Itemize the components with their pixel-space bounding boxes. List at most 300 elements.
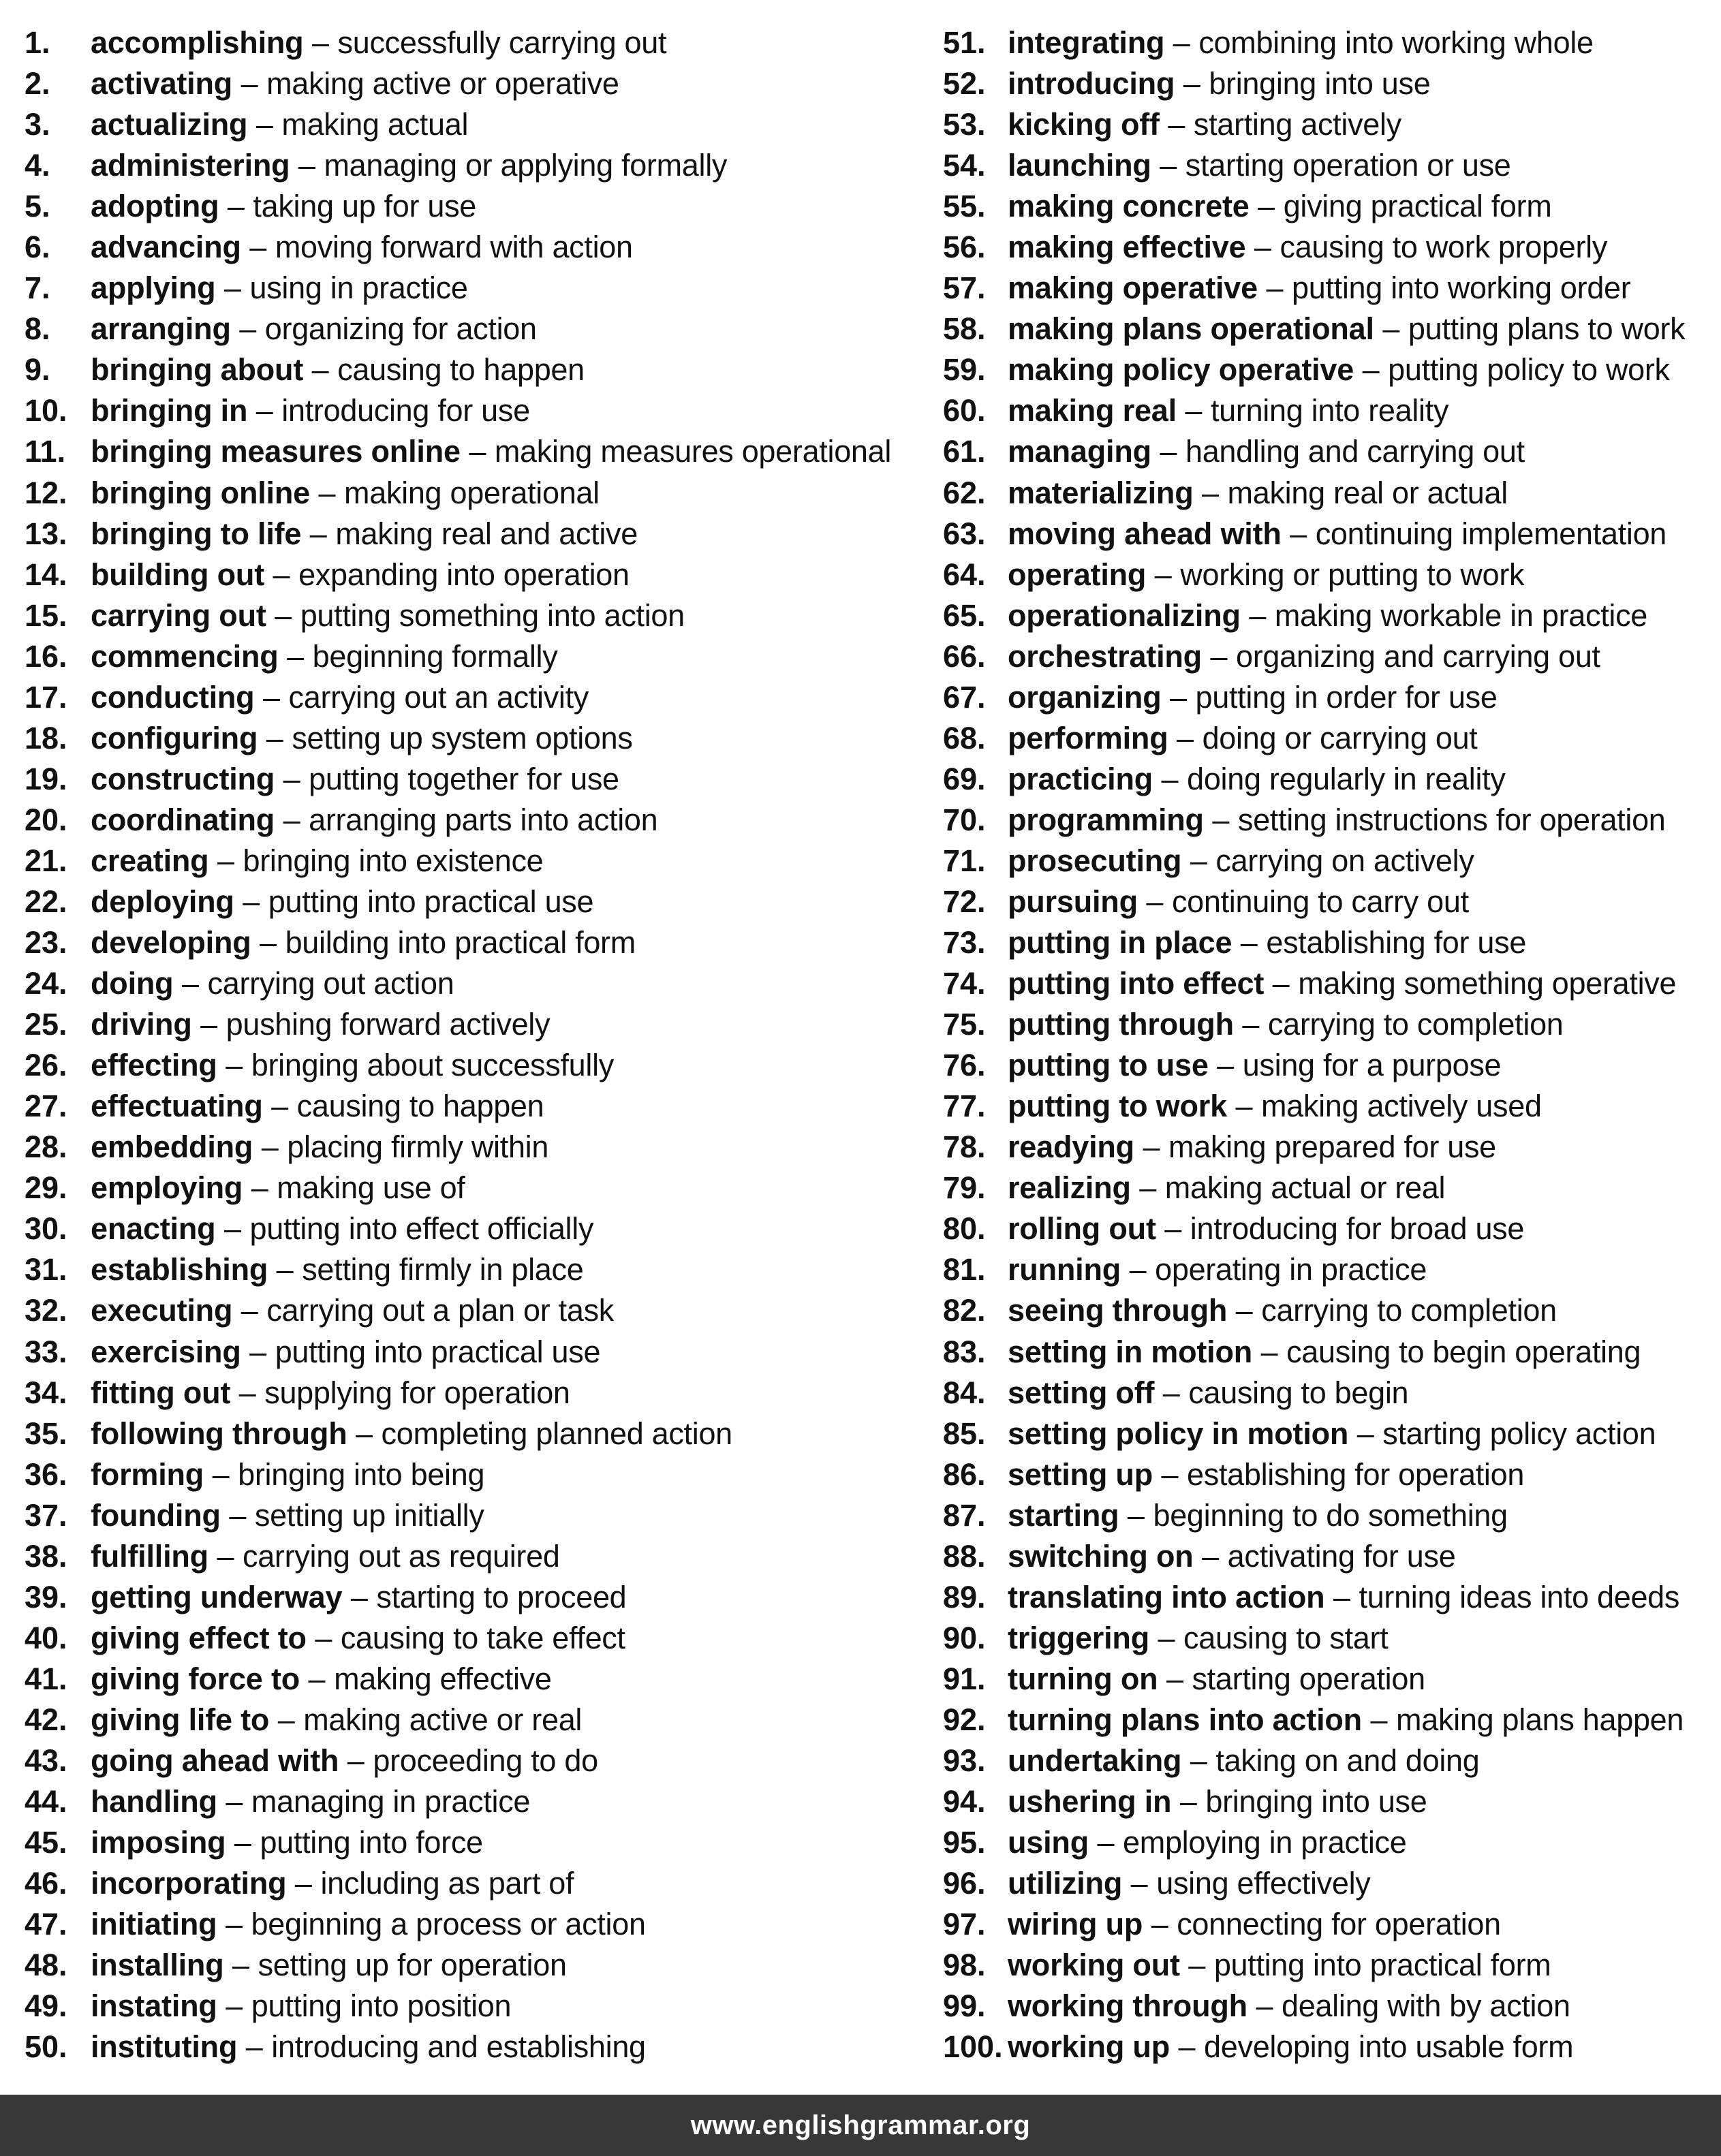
item-term: launching (1008, 148, 1151, 183)
item-definition: setting up initially (254, 1497, 484, 1533)
item-number: 72. (943, 884, 986, 919)
item-number: 94. (943, 1784, 986, 1819)
list-item (25, 1659, 931, 1700)
list-item (943, 1986, 1713, 2027)
item-number: 88. (943, 1538, 986, 1574)
item-number: 30. (25, 1211, 67, 1247)
item-term: exercising (91, 1334, 241, 1369)
item-number: 78. (943, 1129, 986, 1165)
item-term: setting off (1008, 1375, 1155, 1410)
item-term: wiring up (1008, 1907, 1143, 1942)
item-separator: – (1193, 1538, 1228, 1574)
item-separator: – (1161, 679, 1196, 715)
item-number: 31. (25, 1252, 67, 1287)
list-item (25, 431, 931, 472)
item-text (1008, 922, 1526, 963)
item-number: 92. (943, 1702, 986, 1737)
item-text (1008, 1618, 1388, 1659)
item-text (1008, 1208, 1524, 1249)
item-definition: making use of (277, 1170, 465, 1206)
item-definition: doing regularly in reality (1187, 761, 1506, 796)
item-term: turning plans into action (1008, 1702, 1362, 1737)
item-term: running (1008, 1252, 1121, 1287)
item-separator: – (215, 270, 250, 306)
item-text (91, 227, 633, 268)
item-separator: – (1156, 1211, 1190, 1247)
item-definition: making active or operative (266, 66, 619, 101)
item-definition: operating in practice (1155, 1252, 1427, 1287)
item-definition: turning into reality (1210, 393, 1449, 428)
item-term: embedding (91, 1129, 253, 1165)
list-item (25, 881, 931, 922)
item-term: accomplishing (91, 25, 304, 60)
item-term: starting (1008, 1497, 1119, 1533)
item-term: kicking off (1008, 107, 1160, 142)
item-separator: – (460, 434, 495, 469)
list-item (25, 186, 931, 227)
item-number: 85. (943, 1416, 986, 1451)
item-term: deploying (91, 884, 234, 919)
item-separator: – (278, 638, 313, 674)
item-separator: – (306, 1620, 341, 1655)
item-definition: setting instructions for operation (1237, 802, 1666, 837)
item-separator: – (1158, 1661, 1192, 1696)
list-item (943, 186, 1713, 227)
list-item (25, 1986, 931, 2027)
item-text (1008, 595, 1647, 636)
item-separator: – (1170, 2029, 1205, 2065)
item-term: employing (91, 1170, 243, 1206)
item-separator: – (1227, 1293, 1262, 1328)
item-number: 3. (25, 107, 50, 142)
item-separator: – (1152, 1456, 1188, 1492)
item-number: 2. (25, 66, 50, 101)
item-number: 63. (943, 516, 986, 551)
item-number: 40. (25, 1620, 67, 1655)
item-term: going ahead with (91, 1743, 339, 1778)
item-text (91, 1700, 582, 1740)
item-number: 65. (943, 597, 986, 633)
item-separator: – (1374, 311, 1408, 347)
item-text (91, 1045, 614, 1086)
item-text (91, 1659, 552, 1700)
list-item (25, 268, 931, 309)
item-text (1008, 390, 1448, 431)
list-item (25, 473, 931, 514)
item-separator: – (253, 1129, 288, 1165)
item-term: effectuating (91, 1089, 263, 1124)
item-text (1008, 227, 1607, 268)
item-number: 82. (943, 1293, 986, 1328)
item-text (1008, 473, 1508, 514)
item-text (91, 759, 619, 800)
item-definition: proceeding to do (373, 1743, 598, 1778)
item-definition: managing or applying formally (324, 148, 728, 183)
item-number: 18. (25, 720, 67, 755)
list-item (25, 349, 931, 390)
list-item (25, 922, 931, 963)
item-text (91, 922, 636, 963)
item-term: executing (91, 1293, 233, 1328)
item-text (1008, 1086, 1542, 1127)
item-number: 57. (943, 270, 986, 306)
item-text (1008, 1290, 1557, 1331)
item-number: 5. (25, 189, 50, 224)
item-separator: – (1175, 66, 1209, 101)
item-separator: – (258, 720, 292, 755)
item-text (91, 881, 593, 922)
list-item (943, 595, 1713, 636)
item-term: making concrete (1008, 189, 1250, 224)
item-number: 10. (25, 393, 67, 428)
item-definition: establishing for use (1266, 925, 1527, 960)
item-separator: – (1226, 1089, 1261, 1124)
list-item (943, 1086, 1713, 1127)
list-item (943, 1904, 1713, 1945)
item-definition: beginning formally (312, 638, 558, 674)
item-term: putting into effect (1008, 966, 1265, 1001)
item-number: 49. (25, 1988, 67, 2024)
item-definition: putting together for use (309, 761, 619, 796)
item-separator: – (347, 1416, 382, 1451)
item-definition: causing to happen (337, 352, 585, 388)
item-text (1008, 881, 1469, 922)
item-number: 80. (943, 1211, 986, 1247)
item-definition: causing to start (1183, 1620, 1389, 1655)
item-term: ushering in (1008, 1784, 1172, 1819)
item-definition: establishing for operation (1187, 1456, 1525, 1492)
item-definition: completing planned action (381, 1416, 732, 1451)
item-term: integrating (1008, 25, 1165, 60)
list-item (943, 636, 1713, 677)
item-term: applying (91, 270, 216, 306)
item-text (91, 1249, 583, 1290)
item-separator: – (1201, 638, 1237, 674)
item-text (91, 104, 468, 145)
item-term: developing (91, 925, 251, 960)
item-definition: bringing into use (1205, 1784, 1427, 1819)
item-definition: using effectively (1156, 1866, 1371, 1901)
item-text (1008, 22, 1594, 63)
item-term: materializing (1008, 475, 1194, 510)
item-definition: introducing and establishing (271, 2029, 646, 2065)
item-term: constructing (91, 761, 275, 796)
item-text (91, 963, 454, 1004)
item-definition: putting into position (251, 1988, 512, 2024)
list-item (25, 1168, 931, 1208)
list-item (25, 841, 931, 881)
item-definition: starting policy action (1382, 1416, 1656, 1451)
item-separator: – (251, 925, 285, 960)
item-separator: – (342, 1579, 377, 1614)
item-definition: taking up for use (253, 189, 477, 224)
item-definition: developing into usable form (1204, 2029, 1574, 2065)
item-text (1008, 1413, 1656, 1454)
list-item (25, 390, 931, 431)
item-term: doing (91, 966, 174, 1001)
item-text (91, 390, 530, 431)
item-definition: putting into practical use (268, 884, 594, 919)
item-term: switching on (1008, 1538, 1194, 1574)
item-definition: starting to proceed (376, 1579, 627, 1614)
list-item (943, 1373, 1713, 1413)
item-term: working up (1008, 2029, 1170, 2065)
item-number: 34. (25, 1375, 67, 1410)
item-definition: carrying to completion (1261, 1293, 1557, 1328)
item-term: performing (1008, 720, 1168, 755)
item-separator: – (268, 1252, 303, 1287)
list-item (943, 431, 1713, 472)
item-text (91, 473, 600, 514)
item-separator: – (230, 311, 265, 347)
item-number: 45. (25, 1825, 67, 1860)
list-item (25, 718, 931, 759)
list-item (943, 677, 1713, 718)
list-item (25, 1290, 931, 1331)
item-number: 79. (943, 1170, 986, 1206)
item-separator: – (1203, 802, 1238, 837)
item-term: managing (1008, 434, 1151, 469)
list-item (943, 1004, 1713, 1045)
item-definition: continuing to carry out (1171, 884, 1469, 919)
item-definition: including as part of (320, 1866, 574, 1901)
item-term: realizing (1008, 1170, 1131, 1206)
item-definition: putting policy to work (1388, 352, 1670, 388)
item-definition: making effective (334, 1661, 552, 1696)
item-text (91, 1618, 625, 1659)
item-text (1008, 1863, 1370, 1904)
item-separator: – (1179, 1948, 1214, 1983)
item-number: 28. (25, 1129, 67, 1165)
item-definition: managing in practice (251, 1784, 531, 1819)
item-text (91, 1168, 465, 1208)
item-definition: causing to begin operating (1286, 1334, 1641, 1369)
item-separator: – (1143, 1907, 1177, 1942)
list-item (25, 1413, 931, 1454)
item-number: 21. (25, 843, 67, 878)
item-text (1008, 63, 1430, 104)
item-number: 24. (25, 966, 67, 1001)
list-item (943, 473, 1713, 514)
item-separator: – (264, 557, 299, 592)
item-separator: – (1130, 1170, 1165, 1206)
list-item (943, 2027, 1713, 2067)
item-number: 91. (943, 1661, 986, 1696)
item-separator: – (1249, 189, 1284, 224)
item-text (91, 1495, 484, 1536)
item-text (1008, 800, 1666, 841)
item-definition: carrying out an activity (288, 679, 589, 715)
item-number: 52. (943, 66, 986, 101)
item-definition: making actual or real (1164, 1170, 1446, 1206)
item-text (91, 1413, 732, 1454)
item-separator: – (237, 2029, 272, 2065)
item-number: 89. (943, 1579, 986, 1614)
item-text (91, 22, 666, 63)
item-text (91, 1904, 646, 1945)
item-definition: carrying out as required (243, 1538, 560, 1574)
list-item (25, 1127, 931, 1168)
list-item (25, 1004, 931, 1045)
list-item (943, 1045, 1713, 1086)
item-separator: – (309, 475, 345, 510)
item-separator: – (219, 189, 253, 224)
item-term: making real (1008, 393, 1177, 428)
item-text (1008, 1986, 1570, 2027)
item-definition: causing to take effect (340, 1620, 625, 1655)
item-separator: – (286, 1866, 321, 1901)
item-term: bringing online (91, 475, 310, 510)
list-item (943, 554, 1713, 595)
item-number: 32. (25, 1293, 67, 1328)
item-definition: doing or carrying out (1202, 720, 1478, 755)
item-text (91, 1822, 483, 1863)
item-separator: – (247, 393, 282, 428)
item-separator: – (275, 802, 309, 837)
item-term: instituting (91, 2029, 238, 2065)
item-separator: – (247, 107, 282, 142)
item-definition: successfully carrying out (337, 25, 667, 60)
item-text (1008, 677, 1498, 718)
list-item (25, 63, 931, 104)
item-text (91, 1740, 598, 1781)
item-number: 56. (943, 230, 986, 265)
item-text (91, 309, 537, 349)
item-definition: making something operative (1298, 966, 1677, 1001)
item-text (91, 1781, 530, 1822)
list-item (943, 514, 1713, 554)
list-item (25, 636, 931, 677)
list-item (25, 1086, 931, 1127)
item-separator: – (275, 761, 309, 796)
item-text (1008, 1495, 1508, 1536)
item-term: practicing (1008, 761, 1153, 796)
item-term: fulfilling (91, 1538, 208, 1574)
item-text (1008, 186, 1552, 227)
item-text (1008, 1249, 1427, 1290)
item-text (1008, 1659, 1425, 1700)
item-number: 12. (25, 475, 67, 510)
word-list-left-column (25, 22, 931, 2067)
item-term: working out (1008, 1948, 1180, 1983)
item-term: making operative (1008, 270, 1258, 306)
list-item (943, 1740, 1713, 1781)
item-term: imposing (91, 1825, 226, 1860)
item-number: 86. (943, 1456, 986, 1492)
list-item (943, 922, 1713, 963)
item-definition: causing to happen (296, 1089, 544, 1124)
list-item (943, 309, 1713, 349)
item-definition: putting into effect officially (249, 1211, 594, 1247)
list-item (943, 1618, 1713, 1659)
list-item (25, 1740, 931, 1781)
item-text (91, 1986, 511, 2027)
item-separator: – (232, 66, 267, 101)
item-definition: carrying to completion (1267, 1007, 1564, 1042)
item-term: orchestrating (1008, 638, 1202, 674)
item-number: 66. (943, 638, 986, 674)
item-separator: – (1181, 843, 1216, 878)
item-definition: connecting for operation (1177, 1907, 1501, 1942)
list-item (25, 800, 931, 841)
item-separator: – (1122, 1866, 1157, 1901)
item-term: carrying out (91, 597, 266, 633)
item-term: working through (1008, 1988, 1247, 2024)
item-term: bringing about (91, 352, 304, 388)
item-term: activating (91, 66, 233, 101)
item-definition: using in practice (249, 270, 468, 306)
item-number: 48. (25, 1948, 67, 1983)
item-definition: making actively used (1260, 1089, 1542, 1124)
list-item (943, 718, 1713, 759)
item-term: using (1008, 1825, 1089, 1860)
item-number: 47. (25, 1907, 67, 1942)
list-item (25, 1332, 931, 1373)
item-number: 1. (25, 25, 50, 60)
item-number: 39. (25, 1579, 67, 1614)
item-term: making policy operative (1008, 352, 1354, 388)
item-term: bringing to life (91, 516, 302, 551)
item-number: 83. (943, 1334, 986, 1369)
item-term: actualizing (91, 107, 248, 142)
item-number: 22. (25, 884, 67, 919)
item-term: giving force to (91, 1661, 300, 1696)
item-number: 6. (25, 230, 50, 265)
item-term: configuring (91, 720, 258, 755)
item-separator: – (204, 1456, 238, 1492)
item-text (1008, 1332, 1641, 1373)
item-text (91, 677, 589, 718)
item-separator: – (269, 1702, 304, 1737)
item-definition: making real or actual (1227, 475, 1508, 510)
item-separator: – (241, 230, 275, 265)
item-text (91, 554, 630, 595)
list-item (25, 1208, 931, 1249)
item-separator: – (262, 1089, 297, 1124)
item-separator: – (303, 25, 338, 60)
item-number: 17. (25, 679, 67, 715)
item-number: 71. (943, 843, 986, 878)
item-text (1008, 349, 1670, 390)
list-item (25, 1454, 931, 1495)
item-separator: – (1348, 1416, 1383, 1451)
item-term: putting to work (1008, 1089, 1227, 1124)
list-item (25, 1536, 931, 1577)
item-number: 87. (943, 1497, 986, 1533)
item-term: incorporating (91, 1866, 287, 1901)
item-number: 11. (25, 434, 66, 469)
item-text (1008, 759, 1506, 800)
item-term: following through (91, 1416, 347, 1451)
item-separator: – (1232, 925, 1267, 960)
item-text (91, 1208, 593, 1249)
item-text (1008, 1045, 1501, 1086)
item-separator: – (220, 1497, 255, 1533)
item-text (1008, 1781, 1427, 1822)
item-text (91, 431, 891, 472)
item-term: commencing (91, 638, 279, 674)
list-item (943, 1863, 1713, 1904)
list-item (943, 390, 1713, 431)
word-list-right-column (943, 22, 1713, 2067)
item-text (1008, 718, 1478, 759)
list-item (25, 1045, 931, 1086)
item-number: 35. (25, 1416, 67, 1451)
item-definition: moving forward with action (275, 230, 633, 265)
item-separator: – (208, 843, 243, 878)
item-definition: carrying on actively (1215, 843, 1474, 878)
item-number: 20. (25, 802, 67, 837)
